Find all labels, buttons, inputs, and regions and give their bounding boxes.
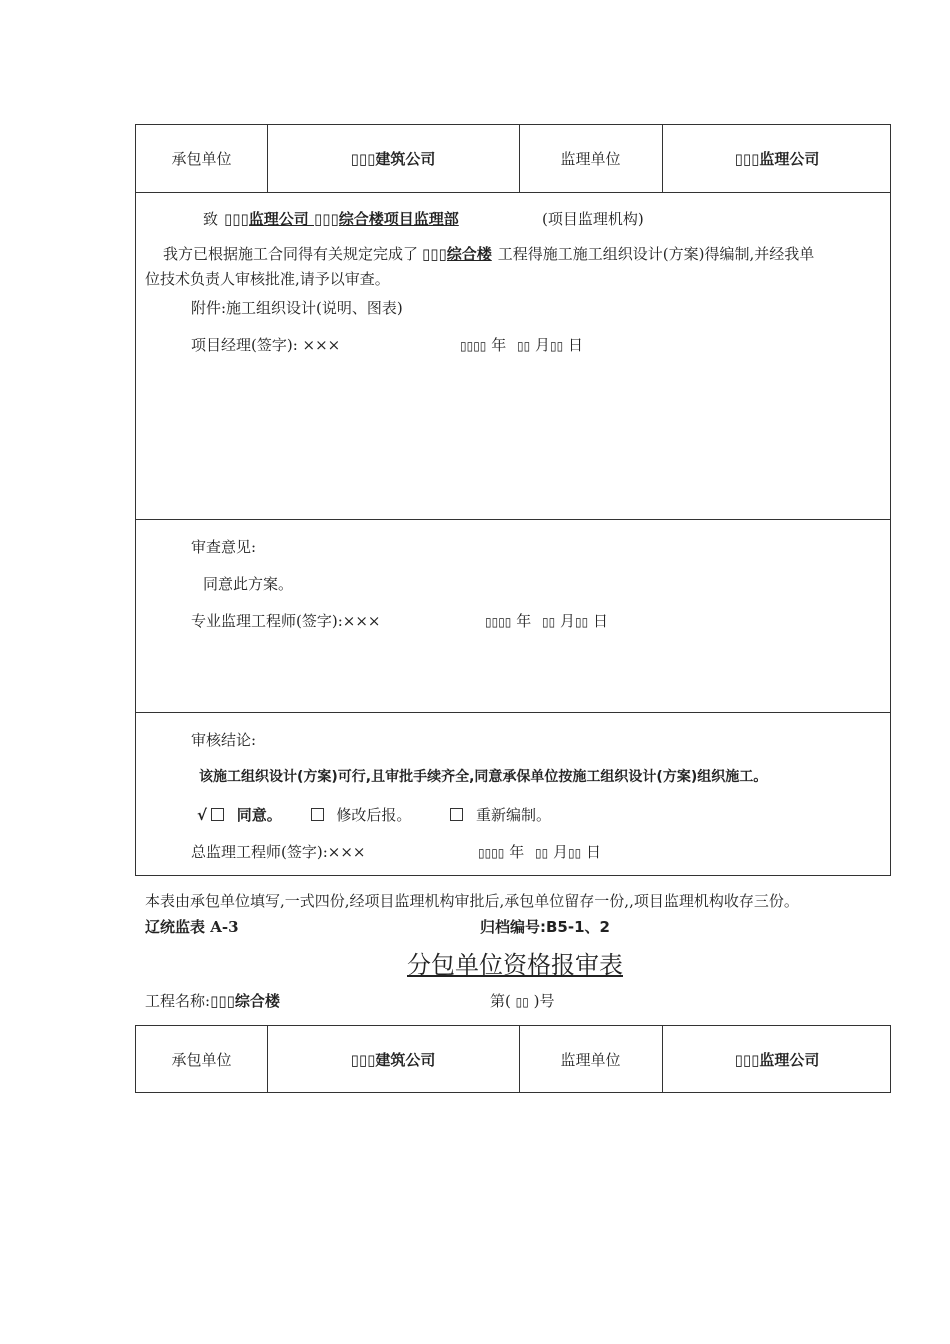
- contractor-value: ▯▯▯建筑公司: [350, 150, 436, 168]
- engineer-signature: 专业监理工程师(签字):×××: [191, 612, 381, 630]
- body-text: 我方已根据施工合同得有关规定完成了: [163, 245, 419, 263]
- row-divider: [136, 192, 890, 193]
- number-prefix: 第(: [490, 992, 511, 1010]
- to-prefix: 致: [203, 210, 219, 228]
- approval-form-table: [135, 124, 891, 876]
- date-1: [460, 334, 583, 355]
- conclusion-options: [197, 804, 551, 825]
- month-label: 月: [535, 336, 551, 354]
- checkbox-agree[interactable]: [211, 808, 224, 821]
- footer-note: 本表由承包单位填写,一式四份,经项目监理机构审批后,承包单位留存一份,,项目监理机构收存三份。: [145, 892, 799, 910]
- review-text: 同意此方案。: [203, 575, 294, 593]
- date-year: ▯▯▯▯: [460, 339, 487, 353]
- check-mark: √: [197, 806, 208, 824]
- option-redo: 重新编制。: [475, 806, 551, 824]
- month-label: 月: [553, 843, 569, 861]
- row-divider: [136, 519, 890, 520]
- subcontractor-form-table: [135, 1025, 891, 1093]
- year-label: 年: [491, 336, 507, 354]
- body-line-2: 位技术负责人审核批准,请予以审查。: [145, 270, 390, 288]
- addressee-line: [203, 208, 644, 229]
- contractor-value: ▯▯▯建筑公司: [350, 1050, 436, 1069]
- supervisor-value: ▯▯▯监理公司: [734, 1050, 820, 1069]
- number-value: ▯▯: [515, 995, 529, 1009]
- chief-signature: 总监理工程师(签字):×××: [191, 843, 366, 861]
- number-suffix: )号: [533, 992, 555, 1010]
- project-name-line: [145, 990, 280, 1011]
- date-month: ▯▯: [517, 339, 531, 353]
- body-text: 工程得施工施工组织设计(方案)得编制,并经我单: [497, 245, 815, 263]
- year-label: 年: [509, 843, 525, 861]
- option-revise: 修改后报。: [336, 806, 412, 824]
- archive-number: 归档编号:B5-1、2: [480, 918, 610, 936]
- supervisor-label: 监理单位: [560, 1050, 621, 1069]
- contractor-label: 承包单位: [171, 1050, 232, 1069]
- date-2: [485, 610, 608, 631]
- addressee-value: ▯▯▯监理公司 ▯▯▯综合楼项目监理部: [224, 210, 459, 228]
- conclusion-text: 该施工组织设计(方案)可行,且审批手续齐全,同意承保单位按施工组织设计(方案)组织施工。: [199, 769, 768, 785]
- option-agree: 同意。: [236, 806, 282, 824]
- form-code: 辽统监表 A-3: [145, 918, 239, 936]
- date-year: ▯▯▯▯: [485, 615, 512, 629]
- day-label: 日: [586, 843, 602, 861]
- year-label: 年: [516, 612, 532, 630]
- pm-signature: 项目经理(签字): ×××: [191, 336, 341, 354]
- date-3: [478, 841, 601, 862]
- supervisor-label: 监理单位: [560, 150, 621, 168]
- project-value: ▯▯▯综合楼: [210, 992, 280, 1010]
- form-title: 分包单位资格报审表: [407, 951, 623, 979]
- date-day: ▯▯: [550, 339, 564, 353]
- date-month: ▯▯: [535, 846, 549, 860]
- checkbox-redo[interactable]: [450, 808, 463, 821]
- contractor-label: 承包单位: [171, 150, 232, 168]
- form-number: [490, 990, 555, 1011]
- date-day: ▯▯: [575, 615, 589, 629]
- month-label: 月: [560, 612, 576, 630]
- row-divider: [136, 712, 890, 713]
- addressee-suffix: (项目监理机构): [542, 210, 644, 228]
- project-name: ▯▯▯综合楼: [422, 245, 492, 263]
- day-label: 日: [593, 612, 609, 630]
- checkbox-revise[interactable]: [311, 808, 324, 821]
- project-label: 工程名称:: [145, 992, 211, 1010]
- body-line-1: [163, 243, 814, 264]
- conclusion-label: 审核结论:: [191, 731, 257, 749]
- date-month: ▯▯: [542, 615, 556, 629]
- date-day: ▯▯: [568, 846, 582, 860]
- attachment-line: 附件:施工组织设计(说明、图表): [191, 299, 403, 317]
- review-label: 审查意见:: [191, 538, 257, 556]
- day-label: 日: [568, 336, 584, 354]
- supervisor-value: ▯▯▯监理公司: [734, 150, 820, 168]
- date-year: ▯▯▯▯: [478, 846, 505, 860]
